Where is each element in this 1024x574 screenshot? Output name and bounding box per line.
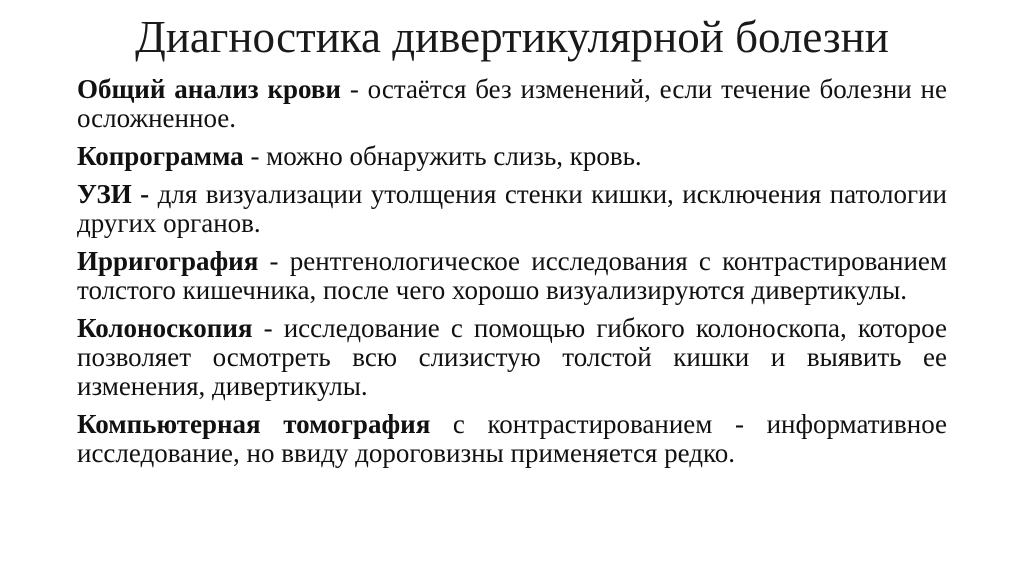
list-item-irrigography [77,247,947,305]
list-item-ct [77,410,947,468]
item-text: для визуализации утолщения стенки кишки, исключения патологии других органов. [77,179,948,238]
item-term: Общий анализ крови [77,74,341,104]
list-item-coprogram [77,142,947,171]
list-item-blood-test [77,75,947,133]
list-item-ultrasound [77,180,947,238]
list-item-colonoscopy [77,314,947,401]
item-term: Компьютерная томография [77,409,431,439]
item-text: - исследование с помощью гибкого колоноскопа, которое позволяет осмотреть всю слизистую толстой кишки и выявить ее изменения, дивертикулы. [77,313,947,401]
item-term: Колоноскопия [77,313,253,343]
diagnostics-list [77,75,947,477]
item-text: - остаётся без изменений, если течение болезни не осложненное. [77,74,947,133]
item-text: - можно обнаружить слизь, кровь. [243,141,642,171]
item-term: Копрограмма [77,141,244,171]
item-term: Ирригография [77,246,259,276]
item-text: с контрастированием - информативное исследование, но ввиду дороговизны применяется редко. [77,409,948,468]
slide-title: Диагностика дивертикулярной болезни [135,12,889,62]
item-text: - рентгенологическое исследования с контрастированием толстого кишечника, после чего хорошо визуализируются дивертикулы. [77,246,947,305]
item-term: УЗИ - [77,179,150,209]
